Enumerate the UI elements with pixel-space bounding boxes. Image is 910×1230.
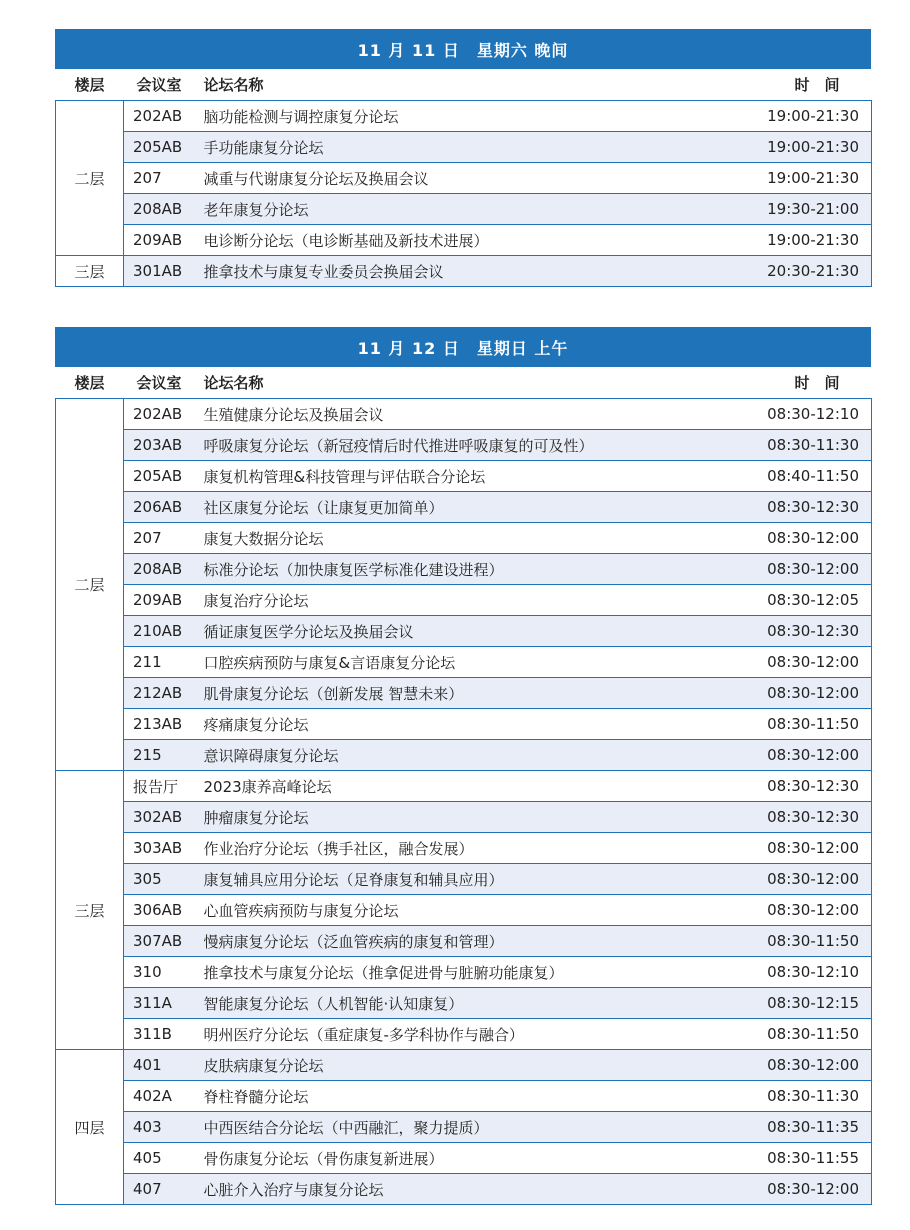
time-cell: 08:30-12:00 xyxy=(684,554,872,585)
room-cell: 202AB xyxy=(124,399,204,430)
table-row xyxy=(56,523,872,554)
floor-cell: 二层 xyxy=(56,399,124,771)
room-cell: 301AB xyxy=(124,256,204,287)
time-cell: 19:00-21:30 xyxy=(684,225,872,256)
table-row xyxy=(56,1112,872,1143)
room-cell: 210AB xyxy=(124,616,204,647)
forum-name-cell: 生殖健康分论坛及换届会议 xyxy=(204,399,684,430)
floor-cell: 三层 xyxy=(56,771,124,1050)
col-floor-header: 楼层 xyxy=(56,367,124,399)
forum-name-cell: 社区康复分论坛（让康复更加简单） xyxy=(204,492,684,523)
room-cell: 205AB xyxy=(124,132,204,163)
forum-name-cell: 康复治疗分论坛 xyxy=(204,585,684,616)
table-row xyxy=(56,585,872,616)
time-cell: 20:30-21:30 xyxy=(684,256,872,287)
room-cell: 311B xyxy=(124,1019,204,1050)
col-floor-header: 楼层 xyxy=(56,69,124,101)
forum-name-cell: 康复辅具应用分论坛（足脊康复和辅具应用） xyxy=(204,864,684,895)
forum-name-cell: 肿瘤康复分论坛 xyxy=(204,802,684,833)
time-cell: 08:30-12:00 xyxy=(684,678,872,709)
time-cell: 19:00-21:30 xyxy=(684,163,872,194)
room-cell: 207 xyxy=(124,163,204,194)
table-row xyxy=(56,740,872,771)
schedule-header: 11 月 12 日 星期日 上午 xyxy=(55,327,871,367)
table-row xyxy=(56,1019,872,1050)
time-cell: 08:30-11:30 xyxy=(684,430,872,461)
col-room-header: 会议室 xyxy=(124,69,204,101)
room-cell: 208AB xyxy=(124,194,204,225)
forum-name-cell: 心血管疾病预防与康复分论坛 xyxy=(204,895,684,926)
forum-name-cell: 作业治疗分论坛（携手社区，融合发展） xyxy=(204,833,684,864)
time-cell: 08:40-11:50 xyxy=(684,461,872,492)
time-cell: 08:30-12:15 xyxy=(684,988,872,1019)
schedule-body xyxy=(56,399,872,1205)
room-cell: 405 xyxy=(124,1143,204,1174)
time-cell: 08:30-12:00 xyxy=(684,895,872,926)
table-row xyxy=(56,771,872,802)
forum-name-cell: 脑功能检测与调控康复分论坛 xyxy=(204,101,684,132)
room-cell: 202AB xyxy=(124,101,204,132)
time-cell: 08:30-12:30 xyxy=(684,616,872,647)
table-row xyxy=(56,1050,872,1081)
table-row xyxy=(56,461,872,492)
table-row xyxy=(56,926,872,957)
table-row xyxy=(56,194,872,225)
time-cell: 08:30-11:50 xyxy=(684,709,872,740)
table-row xyxy=(56,554,872,585)
forum-name-cell: 明州医疗分论坛（重症康复-多学科协作与融合） xyxy=(204,1019,684,1050)
forum-name-cell: 减重与代谢康复分论坛及换届会议 xyxy=(204,163,684,194)
table-row xyxy=(56,492,872,523)
table-row xyxy=(56,678,872,709)
forum-name-cell: 皮肤病康复分论坛 xyxy=(204,1050,684,1081)
forum-name-cell: 循证康复医学分论坛及换届会议 xyxy=(204,616,684,647)
forum-name-cell: 慢病康复分论坛（泛血管疾病的康复和管理） xyxy=(204,926,684,957)
forum-name-cell: 推拿技术与康复专业委员会换届会议 xyxy=(204,256,684,287)
time-cell: 08:30-11:30 xyxy=(684,1081,872,1112)
time-cell: 19:00-21:30 xyxy=(684,101,872,132)
room-cell: 302AB xyxy=(124,802,204,833)
time-cell: 08:30-12:00 xyxy=(684,1174,872,1205)
time-cell: 08:30-12:30 xyxy=(684,771,872,802)
forum-name-cell: 中西医结合分论坛（中西融汇，聚力提质） xyxy=(204,1112,684,1143)
forum-name-cell: 肌骨康复分论坛（创新发展 智慧未来） xyxy=(204,678,684,709)
room-cell: 402A xyxy=(124,1081,204,1112)
col-time-header: 时 间 xyxy=(684,367,872,399)
table-row xyxy=(56,256,872,287)
time-cell: 19:00-21:30 xyxy=(684,132,872,163)
forum-name-cell: 呼吸康复分论坛（新冠疫情后时代推进呼吸康复的可及性） xyxy=(204,430,684,461)
time-cell: 08:30-12:00 xyxy=(684,833,872,864)
evening-schedule-table xyxy=(55,29,871,287)
time-cell: 08:30-12:30 xyxy=(684,492,872,523)
room-cell: 306AB xyxy=(124,895,204,926)
time-cell: 08:30-12:00 xyxy=(684,1050,872,1081)
time-cell: 08:30-12:10 xyxy=(684,957,872,988)
room-cell: 报告厅 xyxy=(124,771,204,802)
time-cell: 19:30-21:00 xyxy=(684,194,872,225)
forum-name-cell: 心脏介入治疗与康复分论坛 xyxy=(204,1174,684,1205)
schedule-header: 11 月 11 日 星期六 晚间 xyxy=(55,29,871,69)
room-cell: 208AB xyxy=(124,554,204,585)
table-row xyxy=(56,163,872,194)
forum-name-cell: 康复机构管理&科技管理与评估联合分论坛 xyxy=(204,461,684,492)
table-row xyxy=(56,132,872,163)
room-cell: 209AB xyxy=(124,225,204,256)
forum-name-cell: 疼痛康复分论坛 xyxy=(204,709,684,740)
room-cell: 203AB xyxy=(124,430,204,461)
table-row xyxy=(56,1174,872,1205)
table-row xyxy=(56,895,872,926)
forum-name-cell: 电诊断分论坛（电诊断基础及新技术进展） xyxy=(204,225,684,256)
time-cell: 08:30-11:50 xyxy=(684,926,872,957)
time-cell: 08:30-12:00 xyxy=(684,864,872,895)
morning-schedule-table xyxy=(55,327,871,1205)
room-cell: 205AB xyxy=(124,461,204,492)
time-cell: 08:30-11:50 xyxy=(684,1019,872,1050)
room-cell: 213AB xyxy=(124,709,204,740)
col-time-header: 时 间 xyxy=(684,69,872,101)
forum-name-cell: 老年康复分论坛 xyxy=(204,194,684,225)
schedule-grid xyxy=(55,69,872,287)
room-cell: 215 xyxy=(124,740,204,771)
table-row xyxy=(56,709,872,740)
forum-name-cell: 口腔疾病预防与康复&言语康复分论坛 xyxy=(204,647,684,678)
room-cell: 212AB xyxy=(124,678,204,709)
table-row xyxy=(56,833,872,864)
forum-name-cell: 脊柱脊髓分论坛 xyxy=(204,1081,684,1112)
forum-name-cell: 手功能康复分论坛 xyxy=(204,132,684,163)
time-cell: 08:30-12:00 xyxy=(684,740,872,771)
time-cell: 08:30-12:00 xyxy=(684,647,872,678)
forum-name-cell: 推拿技术与康复分论坛（推拿促进骨与脏腑功能康复） xyxy=(204,957,684,988)
forum-name-cell: 标准分论坛（加快康复医学标准化建设进程） xyxy=(204,554,684,585)
table-row xyxy=(56,225,872,256)
table-row xyxy=(56,430,872,461)
forum-name-cell: 意识障碍康复分论坛 xyxy=(204,740,684,771)
table-row xyxy=(56,399,872,430)
table-row xyxy=(56,1143,872,1174)
table-row xyxy=(56,988,872,1019)
forum-name-cell: 智能康复分论坛（人机智能·认知康复） xyxy=(204,988,684,1019)
time-cell: 08:30-11:35 xyxy=(684,1112,872,1143)
floor-cell: 四层 xyxy=(56,1050,124,1205)
room-cell: 403 xyxy=(124,1112,204,1143)
schedule-grid xyxy=(55,367,872,1205)
room-cell: 305 xyxy=(124,864,204,895)
col-room-header: 会议室 xyxy=(124,367,204,399)
time-cell: 08:30-11:55 xyxy=(684,1143,872,1174)
col-name-header: 论坛名称 xyxy=(204,69,684,101)
time-cell: 08:30-12:10 xyxy=(684,399,872,430)
forum-name-cell: 康复大数据分论坛 xyxy=(204,523,684,554)
forum-name-cell: 骨伤康复分论坛（骨伤康复新进展） xyxy=(204,1143,684,1174)
table-row xyxy=(56,101,872,132)
room-cell: 206AB xyxy=(124,492,204,523)
table-row xyxy=(56,1081,872,1112)
table-row xyxy=(56,616,872,647)
table-row xyxy=(56,957,872,988)
room-cell: 209AB xyxy=(124,585,204,616)
floor-cell: 三层 xyxy=(56,256,124,287)
room-cell: 207 xyxy=(124,523,204,554)
room-cell: 307AB xyxy=(124,926,204,957)
table-row xyxy=(56,864,872,895)
room-cell: 310 xyxy=(124,957,204,988)
time-cell: 08:30-12:05 xyxy=(684,585,872,616)
table-row xyxy=(56,802,872,833)
time-cell: 08:30-12:30 xyxy=(684,802,872,833)
table-row xyxy=(56,647,872,678)
floor-cell: 二层 xyxy=(56,101,124,256)
time-cell: 08:30-12:00 xyxy=(684,523,872,554)
forum-name-cell: 2023康养高峰论坛 xyxy=(204,771,684,802)
room-cell: 211 xyxy=(124,647,204,678)
room-cell: 407 xyxy=(124,1174,204,1205)
room-cell: 303AB xyxy=(124,833,204,864)
room-cell: 311A xyxy=(124,988,204,1019)
room-cell: 401 xyxy=(124,1050,204,1081)
col-name-header: 论坛名称 xyxy=(204,367,684,399)
schedule-body xyxy=(56,101,872,287)
